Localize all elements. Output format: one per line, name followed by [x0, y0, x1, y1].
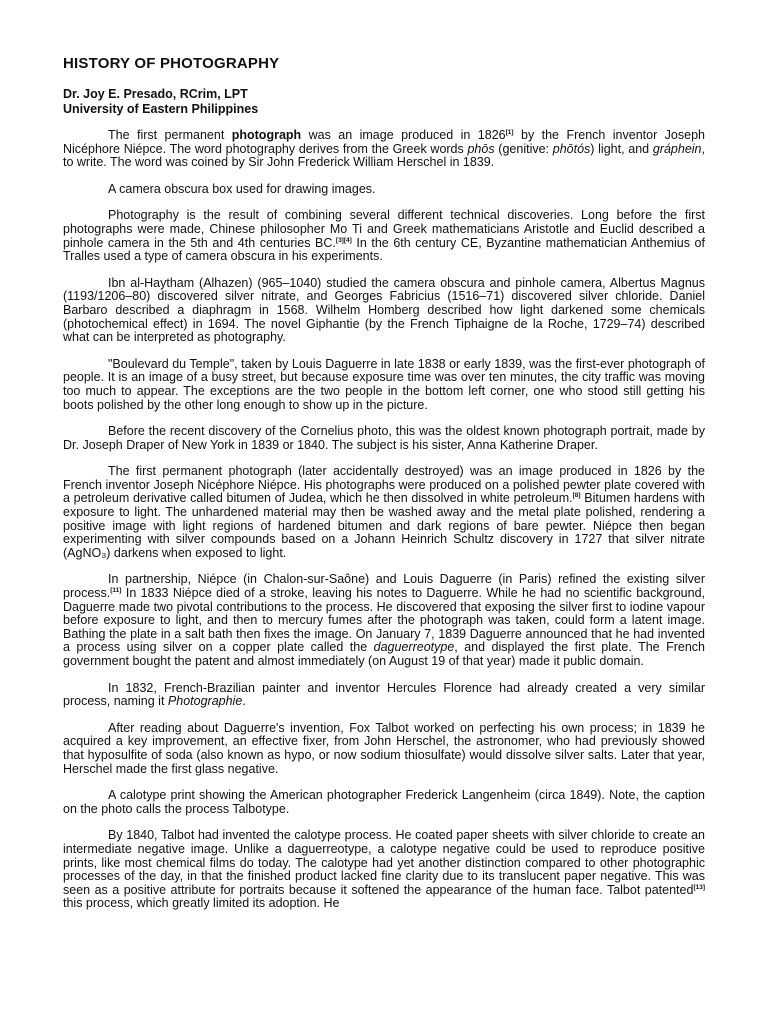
citation-ref[interactable]: [11]: [110, 587, 122, 595]
author-affiliation: University of Eastern Philippines: [63, 102, 259, 116]
paragraph-4: Ibn al-Haytham (Alhazen) (965–1040) studied the camera obscura and pinhole camera, Albertus Magnus (1193/1206–80) discovered silver nitrate, and Georges Fabricius (1516–71) discovered silver chloride. Daniel Barbaro described a diaphragm in 1568. Wilhelm Homberg described how light darkened some chemicals (photochemical effect) in 1694. The novel Giphantie (by the French Tiphaigne de la Roche, 1729–74) described what can be interpreted as photography.: [63, 275, 705, 345]
citation-ref[interactable]: [3][4]: [335, 236, 352, 244]
document-title: HISTORY OF PHOTOGRAPHY: [63, 55, 280, 72]
document-body: [63, 129, 705, 911]
paragraph-5: "Boulevard du Temple", taken by Louis Daguerre in late 1838 or early 1839, was the first-ever photograph of people. It is an image of a busy street, but because exposure time was over ten minutes, the city traffic was moving too much to appear. The exceptions are the two people in the bottom left corner, one who stood still getting his boots polished by the other long enough to show up in the picture.: [63, 356, 705, 412]
citation-ref[interactable]: [1]: [505, 129, 514, 136]
citation-ref[interactable]: [8]: [572, 492, 581, 500]
paragraph-3: Photography is the result of combining several different technical discoveries. Long before the first photographs were made, Chinese philosopher Mo Ti and Greek mathematicians Aristotle and Euclid described a pinhole camera in the 5th and 4th centuries BC.[3][4] In the 6th century CE, Byzantine mathematician Anthemius of Tralles used a type of camera obscura in his experiments.: [63, 208, 705, 264]
author-name: Dr. Joy E. Presado, RCrim, LPT: [63, 87, 248, 101]
citation-ref[interactable]: [13]: [693, 883, 705, 891]
paragraph-10: After reading about Daguerre's invention, Fox Talbot worked on perfecting his own process; in 1839 he acquired a key improvement, an effective fixer, from John Herschel, the astronomer, who had previously showed that hyposulfite of soda (also known as hypo, or now sodium thiosulfate) would dissolve silver salts. Later that year, Herschel made the first glass negative.: [63, 720, 705, 776]
paragraph-6: Before the recent discovery of the Cornelius photo, this was the oldest known photograph portrait, made by Dr. Joseph Draper of New York in 1839 or 1840. The subject is his sister, Anna Katherine Draper.: [63, 424, 705, 452]
paragraph-11: A calotype print showing the American photographer Frederick Langenheim (circa 1849). Note, the caption on the photo calls the process Talbotype.: [63, 788, 705, 816]
paragraph-7: The first permanent photograph (later accidentally destroyed) was an image produced in 1826 by the French inventor Joseph Nicéphore Niépce. His photographs were produced on a polished pewter plate covered with a petroleum derivative called bitumen of Judea, which he then dissolved in white petroleum.[8] Bitumen hardens with exposure to light. The unhardened material may then be washed away and the metal plate polished, rendering a positive image with light regions of hardened bitumen and dark regions of bare pewter. Niépce then began experimenting with silver compounds based on a Johann Heinrich Schultz discovery in 1727 that silver nitrate (AgNO₃) darkens when exposed to light.: [63, 464, 705, 560]
paragraph-12: By 1840, Talbot had invented the calotype process. He coated paper sheets with silver chloride to create an intermediate negative image. Unlike a daguerreotype, a calotype negative could be used to reproduce positive prints, like most chemical films do today. The calotype had yet another distinction compared to other photographic processes of the day, in that the finished product lacked fine clarity due to its translucent paper negative. This was seen as a positive attribute for portraits because it softened the appearance of the human face. Talbot patented[13] this process, which greatly limited its adoption. He: [63, 828, 705, 911]
paragraph-9: In 1832, French-Brazilian painter and inventor Hercules Florence had already created a very similar process, naming it Photographie.: [63, 680, 705, 709]
author-block: [63, 87, 705, 117]
paragraph-8: In partnership, Niépce (in Chalon-sur-Saône) and Louis Daguerre (in Paris) refined the existing silver process.[11] In 1833 Niépce died of a stroke, leaving his notes to Daguerre. While he had no scientific background, Daguerre made two pivotal contributions to the process. He discovered that exposing the silver first to iodine vapour before exposure to light, and then to mercury fumes after the photograph was taken, could form a latent image. Bathing the plate in a salt bath then fixes the image. On January 7, 1839 Daguerre announced that he had invented a process using silver on a copper plate called the daguerreotype, and displayed the first plate. The French government bought the patent and almost immediately (on August 19 of that year) made it public domain.: [63, 572, 705, 668]
paragraph-1: The first permanent photograph was an image produced in 1826[1] by the French inventor Joseph Nicéphore Niépce. The word photography derives from the Greek words phōs (genitive: phōtós) light, and gráphein, to write. The word was coined by Sir John Frederick William Herschel in 1839.: [63, 128, 705, 170]
paragraph-2: A camera obscura box used for drawing images.: [108, 181, 376, 196]
